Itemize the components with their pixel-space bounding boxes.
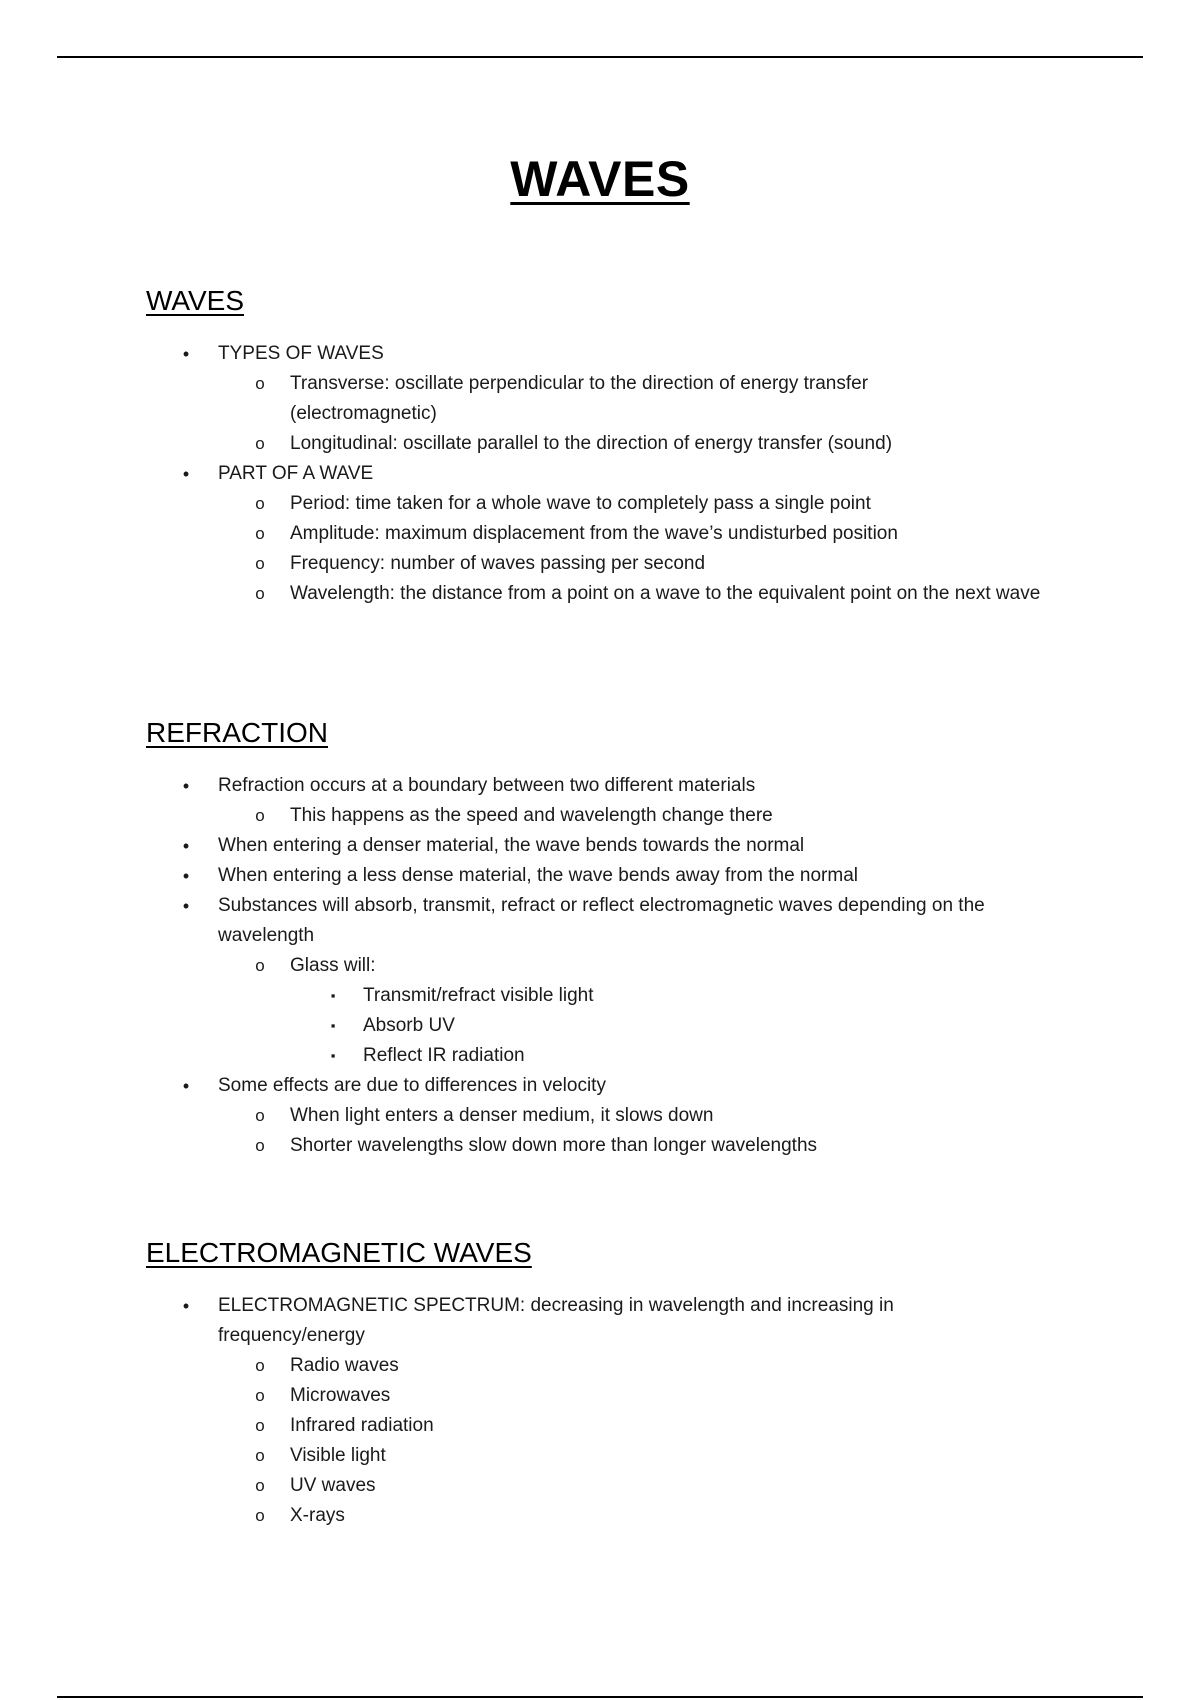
list-item	[146, 1101, 1076, 1131]
circle-bullet-icon: o	[255, 1506, 265, 1525]
list-item	[146, 429, 1076, 459]
list-item	[146, 1501, 1076, 1531]
section-heading-refraction: REFRACTION	[146, 717, 328, 748]
list-item-text: Frequency: number of waves passing per second	[290, 553, 706, 574]
list-item	[146, 1291, 1076, 1351]
bullet-icon: •	[182, 344, 190, 364]
list-item	[146, 861, 1076, 891]
list-item	[146, 1441, 1076, 1471]
list-item	[146, 579, 1076, 609]
circle-bullet-icon: o	[255, 524, 265, 543]
list-item-text: Shorter wavelengths slow down more than longer wavelengths	[290, 1135, 818, 1156]
list-item	[146, 1471, 1076, 1501]
circle-bullet-icon: o	[255, 956, 265, 975]
circle-bullet-icon: o	[255, 1446, 265, 1465]
list-item	[146, 891, 1076, 951]
list-item	[146, 801, 1076, 831]
list-item-text: Amplitude: maximum displacement from the wave’s undisturbed position	[290, 523, 898, 544]
bottom-rule	[57, 1696, 1143, 1698]
list-item-text: Longitudinal: oscillate parallel to the direction of energy transfer (sound)	[290, 433, 893, 454]
list-item-text: ELECTROMAGNETIC SPECTRUM: decreasing in wavelength and increasing in frequency/energy	[218, 1295, 894, 1346]
section-waves	[146, 285, 1076, 609]
list-item-text: This happens as the speed and wavelength change there	[290, 805, 773, 826]
list-item	[146, 459, 1076, 489]
list-item-text: Visible light	[290, 1445, 386, 1466]
square-bullet-icon: ▪	[330, 1018, 336, 1033]
waves-list	[146, 339, 1076, 609]
circle-bullet-icon: o	[255, 1106, 265, 1125]
list-item-text: Transverse: oscillate perpendicular to the direction of energy transfer (electromagnetic)	[290, 373, 869, 424]
list-item	[146, 1351, 1076, 1381]
list-item	[146, 1131, 1076, 1161]
list-item-text: TYPES OF WAVES	[218, 343, 384, 364]
list-item	[146, 549, 1076, 579]
list-item-text: Substances will absorb, transmit, refract or reflect electromagnetic waves depending on the wavelength	[218, 895, 985, 946]
list-item-text: Reflect IR radiation	[363, 1045, 525, 1066]
list-item-text: Some effects are due to differences in velocity	[218, 1075, 606, 1096]
list-item-text: Transmit/refract visible light	[363, 985, 594, 1006]
circle-bullet-icon: o	[255, 1356, 265, 1375]
section-refraction	[146, 717, 1076, 1161]
square-bullet-icon: ▪	[330, 1048, 336, 1063]
circle-bullet-icon: o	[255, 1386, 265, 1405]
bullet-icon: •	[182, 1296, 190, 1316]
list-item-text: Glass will:	[290, 955, 376, 976]
top-rule	[57, 56, 1143, 58]
list-item	[146, 1071, 1076, 1101]
circle-bullet-icon: o	[255, 1416, 265, 1435]
list-item-text: PART OF A WAVE	[218, 463, 374, 484]
circle-bullet-icon: o	[255, 494, 265, 513]
list-item-text: UV waves	[290, 1475, 376, 1496]
list-item-text: When light enters a denser medium, it slows down	[290, 1105, 714, 1126]
list-item-text: Infrared radiation	[290, 1415, 434, 1436]
bullet-icon: •	[182, 836, 190, 856]
electromagnetic-list	[146, 1291, 1076, 1531]
list-item-text: Absorb UV	[363, 1015, 455, 1036]
circle-bullet-icon: o	[255, 374, 265, 393]
list-item	[146, 1041, 1076, 1071]
document-title: WAVES	[510, 151, 690, 207]
circle-bullet-icon: o	[255, 1136, 265, 1155]
list-item	[146, 1011, 1076, 1041]
list-item-text: When entering a denser material, the wave bends towards the normal	[218, 835, 805, 856]
bullet-icon: •	[182, 1076, 190, 1096]
list-item	[146, 1411, 1076, 1441]
circle-bullet-icon: o	[255, 1476, 265, 1495]
list-item	[146, 771, 1076, 801]
section-heading-electromagnetic: ELECTROMAGNETIC WAVES	[146, 1237, 532, 1268]
list-item	[146, 981, 1076, 1011]
bullet-icon: •	[182, 896, 190, 916]
bullet-icon: •	[182, 866, 190, 886]
section-heading-waves: WAVES	[146, 285, 245, 316]
list-item	[146, 369, 1076, 429]
list-item-text: X-rays	[290, 1505, 345, 1526]
circle-bullet-icon: o	[255, 806, 265, 825]
list-item	[146, 339, 1076, 369]
list-item	[146, 519, 1076, 549]
list-item-text: Microwaves	[290, 1385, 391, 1406]
list-item-text: Refraction occurs at a boundary between two different materials	[218, 775, 756, 796]
refraction-list	[146, 771, 1076, 1161]
list-item-text: Wavelength: the distance from a point on a wave to the equivalent point on the next wave	[290, 583, 1041, 604]
section-electromagnetic-waves	[146, 1237, 1076, 1531]
list-item-text: Period: time taken for a whole wave to completely pass a single point	[290, 493, 871, 514]
circle-bullet-icon: o	[255, 584, 265, 603]
square-bullet-icon: ▪	[330, 988, 336, 1003]
circle-bullet-icon: o	[255, 434, 265, 453]
list-item-text: When entering a less dense material, the wave bends away from the normal	[218, 865, 858, 886]
bullet-icon: •	[182, 776, 190, 796]
list-item	[146, 951, 1076, 981]
bullet-icon: •	[182, 464, 190, 484]
list-item	[146, 1381, 1076, 1411]
list-item	[146, 831, 1076, 861]
list-item-text: Radio waves	[290, 1355, 399, 1376]
list-item	[146, 489, 1076, 519]
circle-bullet-icon: o	[255, 554, 265, 573]
